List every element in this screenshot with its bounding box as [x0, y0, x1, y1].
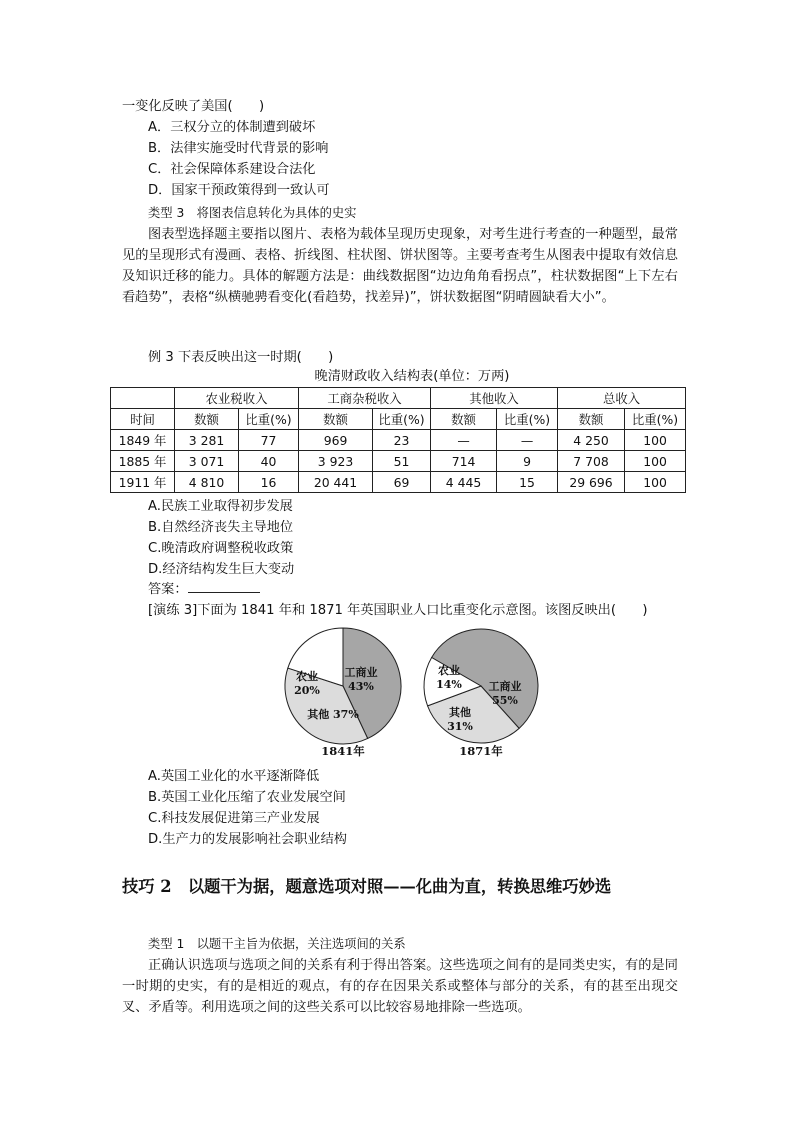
options-relation-paragraph: 正确认识选项与选项之间的关系有利于得出答案。这些选项之间有的是同类史实，有的是同一时期的史实，有的是相近的观点，有的存在因果关系或整体与部分的关系，有的甚至出现交叉、矛盾等。利用选项之间的这些关系可以比较容易地排除一些选项。: [122, 958, 678, 1015]
table-cell: 100: [625, 472, 686, 493]
table-cell: 40: [239, 451, 299, 472]
table-row: [111, 472, 686, 493]
table-cell: 4 250: [558, 430, 625, 451]
time-header: 时间: [111, 409, 175, 430]
table-cell: —: [431, 430, 497, 451]
drill-option-d: D.生产力的发展影响社会职业结构: [148, 832, 347, 847]
table-cell: 969: [299, 430, 373, 451]
table-cell: 77: [239, 430, 299, 451]
table-corner-cell: [111, 388, 175, 409]
table-row: [111, 451, 686, 472]
sub-header: 数额: [175, 409, 239, 430]
type-3-heading: 类型 3 将图表信息转化为具体的史实: [148, 206, 357, 220]
sub-header: 比重(%): [497, 409, 558, 430]
option-d: D．国家干预政策得到一致认可: [148, 183, 330, 198]
answer-label: 答案：: [148, 582, 188, 597]
option-a: A．三权分立的体制遭到破坏: [148, 120, 316, 135]
group-header: 工商杂税收入: [299, 388, 431, 409]
table-cell: 7 708: [558, 451, 625, 472]
table-cell: 29 696: [558, 472, 625, 493]
table-sub-header-row: [111, 409, 686, 430]
pie-title: 1841年: [321, 744, 365, 758]
pie-label: 其他 31%: [447, 706, 473, 733]
table-row: [111, 430, 686, 451]
drill-3-question: [演练 3]下面为 1841 年和 1871 年英国职业人口比重变化示意图。该图反映出( ): [148, 603, 648, 618]
group-header: 农业税收入: [175, 388, 299, 409]
drill-option-b: B.英国工业化压缩了农业发展空间: [148, 790, 346, 805]
table-title: 晚清财政收入结构表(单位：万两): [314, 369, 510, 384]
example-3-question: 例 3 下表反映出这一时期( ): [148, 350, 334, 365]
example-option-b: B.自然经济丧失主导地位: [148, 520, 294, 535]
answer-blank: [188, 580, 260, 593]
sub-header: 比重(%): [373, 409, 431, 430]
sub-header: 比重(%): [625, 409, 686, 430]
table-cell: 15: [497, 472, 558, 493]
pie-label: 工商业 43%: [344, 666, 378, 693]
finance-table: [110, 387, 686, 493]
table-cell: 1849 年: [111, 430, 175, 451]
table-group-header-row: [111, 388, 686, 409]
question-continuation: 一变化反映了美国( ): [122, 99, 265, 114]
table-cell: 714: [431, 451, 497, 472]
table-cell: 9: [497, 451, 558, 472]
option-b: B．法律实施受时代背景的影响: [148, 141, 329, 156]
table-cell: 1911 年: [111, 472, 175, 493]
example-option-d: D.经济结构发生巨大变动: [148, 562, 295, 577]
answer-line: [148, 580, 260, 600]
pie-title: 1871年: [459, 744, 503, 758]
table-cell: 69: [373, 472, 431, 493]
table-cell: 1885 年: [111, 451, 175, 472]
example-option-c: C.晚清政府调整税收政策: [148, 541, 294, 556]
table-cell: 100: [625, 451, 686, 472]
table-cell: 16: [239, 472, 299, 493]
sub-header: 数额: [558, 409, 625, 430]
pie-label: 其他 37%: [307, 708, 359, 721]
table-cell: —: [497, 430, 558, 451]
group-header: 总收入: [558, 388, 686, 409]
sub-header: 数额: [431, 409, 497, 430]
table-cell: 100: [625, 430, 686, 451]
table-cell: 20 441: [299, 472, 373, 493]
table-cell: 4 445: [431, 472, 497, 493]
table-cell: 3 071: [175, 451, 239, 472]
sub-header: 比重(%): [239, 409, 299, 430]
table-cell: 23: [373, 430, 431, 451]
sub-header: 数额: [299, 409, 373, 430]
pie-label: 农业 20%: [294, 670, 320, 697]
type-1-heading: 类型 1 以题干主旨为依据，关注选项间的关系: [148, 937, 406, 951]
drill-option-a: A.英国工业化的水平逐渐降低: [148, 769, 320, 784]
intro-paragraph: 图表型选择题主要指以图片、表格为载体呈现历史现象，对考生进行考查的一种题型，最常见的呈现形式有漫画、表格、折线图、柱状图、饼状图等。主要考查考生从图表中提取有效信息及知识迁移的能力。具体的解题方法是：曲线数据图“边边角角看拐点”，柱状数据图“上下左右看趋势”，表格“纵横驰骋看变化(看趋势，找差异)”，饼状数据图“阴晴圆缺看大小”。: [122, 227, 678, 305]
table-cell: 3 923: [299, 451, 373, 472]
section-heading: 技巧 2 以题干为据，题意选项对照——化曲为直，转换思维巧妙选: [122, 877, 612, 896]
table-cell: 51: [373, 451, 431, 472]
pie-label: 工商业 55%: [488, 680, 522, 707]
table-cell: 3 281: [175, 430, 239, 451]
pie-charts: [0, 618, 794, 768]
example-option-a: A.民族工业取得初步发展: [148, 499, 293, 514]
option-c: C．社会保障体系建设合法化: [148, 162, 316, 177]
pie-label: 农业 14%: [436, 664, 462, 691]
drill-option-c: C.科技发展促进第三产业发展: [148, 811, 320, 826]
group-header: 其他收入: [431, 388, 558, 409]
table-cell: 4 810: [175, 472, 239, 493]
